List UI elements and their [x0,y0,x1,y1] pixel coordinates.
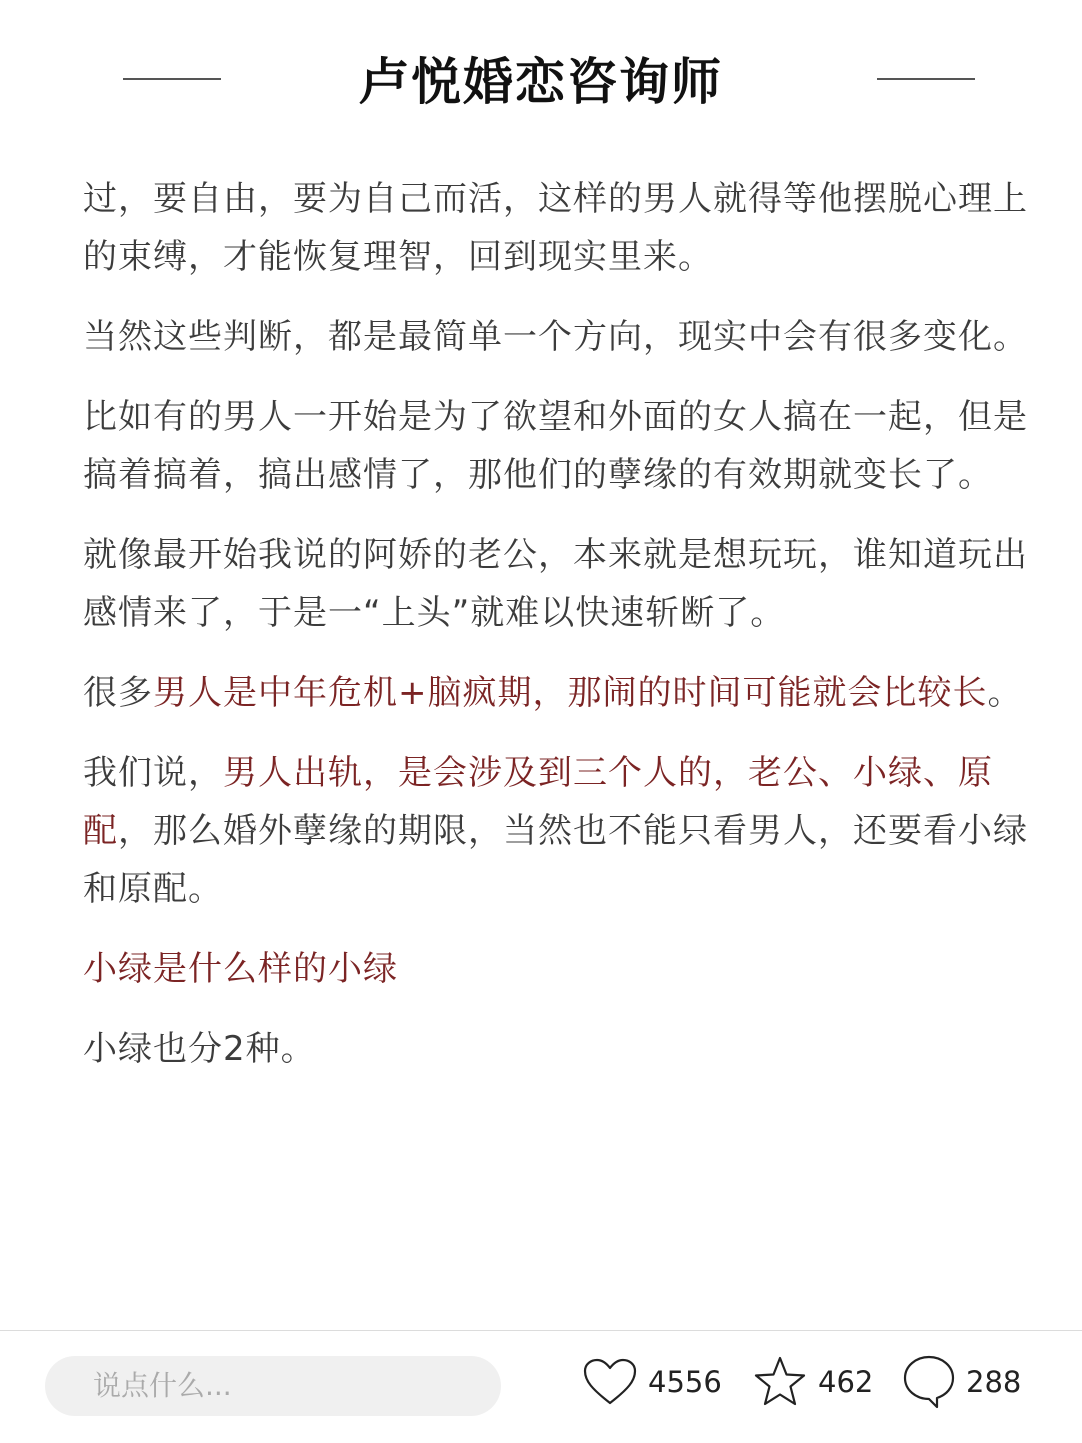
paragraph-text: 过，要自由，要为自己而活，这样的男人就得等他摆脱心理上的束缚，才能恢复理智，回到现实里来。 [83,179,1028,277]
article-paragraph [83,1020,1033,1078]
article-paragraph [83,388,1033,504]
article-paragraph [83,170,1033,286]
comment-bubble-icon [902,1354,956,1410]
paragraph-text: 比如有的男人一开始是为了欲望和外面的女人搞在一起，但是搞着搞着，搞出感情了，那他们的孽缘的有效期就变长了。 [83,397,1028,495]
star-icon [752,1355,808,1409]
title-decoration-right [877,78,975,80]
article-paragraph [83,940,1033,998]
highlighted-text: 小绿是什么样的小绿 [83,949,398,989]
article-header [0,40,1082,120]
favorite-button[interactable] [752,1352,873,1412]
paragraph-text: 我们说， [83,753,223,793]
highlighted-text: 男人出轨，是会涉及到三个人的，老公、小绿、原配 [83,753,993,851]
like-count: 4556 [648,1365,722,1399]
article-paragraph [83,664,1033,722]
paragraph-text: 小绿也分2种。 [83,1029,316,1069]
footer-divider [0,1330,1082,1331]
favorite-count: 462 [818,1365,874,1399]
highlighted-text: 男人是中年危机+脑疯期，那闹的时间可能就会比较长 [153,673,988,713]
paragraph-text: 。 [987,673,1023,713]
paragraph-text: 就像最开始我说的阿娇的老公，本来就是想玩玩，谁知道玩出感情来了，于是一“上头”就难以快速斩断了。 [83,535,1028,633]
article-paragraph [83,308,1033,366]
paragraph-text: 很多 [83,673,153,713]
comment-input[interactable]: 说点什么... [45,1356,501,1416]
article-body [83,170,1033,1100]
article-paragraph [83,526,1033,642]
like-button[interactable] [582,1352,722,1412]
heart-icon [582,1357,638,1407]
paragraph-text: ，那么婚外孽缘的期限，当然也不能只看男人，还要看小绿和原配。 [83,811,1028,909]
paragraph-text: 当然这些判断，都是最简单一个方向，现实中会有很多变化。 [83,317,1028,357]
comment-button[interactable] [902,1352,1021,1412]
comment-count: 288 [966,1365,1022,1399]
page-title: 卢悦婚恋咨询师 [359,53,723,111]
article-paragraph [83,744,1033,918]
